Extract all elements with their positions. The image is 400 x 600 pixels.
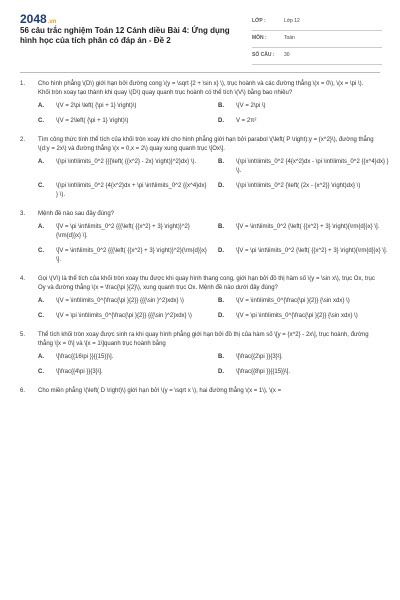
meta-value: Toán [284, 35, 295, 41]
meta-value: 30 [284, 52, 290, 58]
question-number: 5. [20, 332, 26, 338]
option-letter: A. [38, 103, 44, 109]
option-text: \[\frac{{4\pi }}{3}\]. [56, 369, 103, 375]
option-b[interactable] [218, 102, 390, 111]
option-text: \[V = \pi \int\limits_0^2 {\left( {{x^2} + 3} \right){\rm{d}}x} \]. [236, 248, 388, 254]
question-text: Tìm công thức tính thể tích của khối tròn xoay khi cho hình phẳng giới hạn bởi parabol \(\left( P \right):y = {x^2}\), đường thẳng \(d:y = 2x\) và đường thẳng \(x = 0,x = 2\) quay xung quanh trục \[Ox\]. [38, 137, 374, 152]
option-text: \(V = \pi \int\limits_0^{\frac{\pi }{2}} {\sin xdx} \) [236, 313, 358, 319]
option-d[interactable] [218, 247, 390, 265]
option-c[interactable] [38, 117, 210, 126]
logo-suffix: .vn [47, 19, 57, 25]
option-b[interactable] [218, 353, 390, 362]
meta-label: LỚP : [252, 18, 266, 24]
question-6 [20, 387, 380, 396]
question-text: Thể tích khối tròn xoay được sinh ra khi quay hình phẳng giới hạn bởi đồ thị của hàm số \[y = {x^2} - 2x\], trục hoành, đường thẳng \[x = 0\] và \[x = 1\]quanh trục hoành bằng [38, 332, 369, 347]
option-letter: B. [218, 298, 224, 304]
option-text: \(\pi \int\limits_0^2 {{{\left( {{x^2} - 2x} \right)}^2}dx} \). [56, 159, 197, 165]
option-letter: A. [38, 354, 44, 360]
option-d[interactable] [218, 312, 390, 321]
option-a[interactable] [38, 158, 210, 176]
meta-panel [252, 16, 382, 67]
option-letter: C. [38, 248, 44, 254]
option-letter: A. [38, 224, 44, 230]
question-1 [20, 80, 380, 126]
question-number: 3. [20, 211, 26, 217]
meta-value: Lớp 12 [284, 18, 300, 24]
option-text: \(V = \int\limits_0^{\frac{\pi }{2}} {{{\sin }^2}xdx} \) [56, 298, 184, 304]
question-text: Mệnh đề nào sau đây đúng? [38, 211, 115, 217]
options [38, 223, 388, 265]
option-d[interactable] [218, 368, 390, 377]
meta-row-count [252, 50, 382, 65]
option-c[interactable] [38, 247, 210, 265]
logo-main: 2048 [20, 12, 47, 26]
question-number: 4. [20, 276, 26, 282]
option-letter: C. [38, 183, 44, 189]
option-letter: D. [218, 118, 224, 124]
question-number: 1. [20, 81, 26, 87]
option-letter: A. [38, 298, 44, 304]
option-b[interactable] [218, 223, 390, 241]
option-letter: D. [218, 248, 224, 254]
question-text: Cho hình phẳng \(D\) giới hạn bởi đường cong \(y = \sqrt {2 + \sin x} \), trục hoành và các đường thẳng \(x = 0\), \(x = \pi \). Khối tròn xoay tạo thành khi quay \(D\) quay quanh trục hoành có thể tích \(V\) bằng bao nhiêu? [38, 81, 364, 96]
question-text: Cho miền phẳng \(\left( D \right)\) giới hạn bởi \(y = \sqrt x \), hai đường thẳng \(x = 1\), \(x = [38, 388, 282, 394]
option-b[interactable] [218, 297, 390, 306]
option-d[interactable] [218, 182, 390, 200]
option-text: \[\frac{{2\pi }}{3}\]. [236, 354, 283, 360]
option-text: \(\pi \int\limits_0^2 {\left( {2x - {x^2}} \right)dx} \) [236, 183, 361, 189]
option-a[interactable] [38, 353, 210, 362]
option-text: \(V = 2\pi \left( {\pi + 1} \right)\) [56, 103, 137, 109]
question-3 [20, 210, 388, 265]
option-letter: B. [218, 224, 224, 230]
option-c[interactable] [38, 312, 210, 321]
question-number: 2. [20, 137, 26, 143]
option-a[interactable] [38, 102, 210, 111]
option-letter: B. [218, 159, 224, 165]
options [38, 102, 380, 126]
options [38, 353, 380, 377]
option-b[interactable] [218, 158, 390, 176]
option-text: \[V = \int\limits_0^2 {{{\left( {{x^2} + 3} \right)}^2}{\rm{d}}x} \]. [56, 248, 207, 263]
option-letter: C. [38, 118, 44, 124]
option-letter: D. [218, 183, 224, 189]
option-letter: D. [218, 313, 224, 319]
option-c[interactable] [38, 182, 210, 200]
option-text: V = 2π² [236, 118, 257, 124]
question-5 [20, 331, 380, 377]
header-divider [20, 72, 380, 73]
question-list [0, 80, 400, 406]
option-text: \[V = \int\limits_0^2 {\left( {{x^2} + 3} \right){\rm{d}}x} \]. [236, 224, 380, 230]
option-letter: C. [38, 313, 44, 319]
question-number: 6. [20, 388, 26, 394]
option-text: \(V = \int\limits_0^{\frac{\pi }{2}} {\sin xdx} \) [236, 298, 350, 304]
options [38, 297, 380, 321]
option-text: \(V = 2\pi \) [236, 103, 266, 109]
option-a[interactable] [38, 223, 210, 241]
question-text: Gọi \(V\) là thể tích của khối tròn xoay thu được khi quay hình thang cong, giới hạn bởi đồ thị hàm số \(y = \sin x\), trục Ox, trục Oy và đường thẳng \(x = \frac{\pi }{2}\), xung quanh trục Ox. Mệnh đề nào dưới đây đúng? [38, 276, 375, 291]
option-a[interactable] [38, 297, 210, 306]
question-4 [20, 275, 380, 321]
page-title: 56 câu trắc nghiệm Toán 12 Cánh diều Bài 4: Ứng dụng hình học của tích phân có đáp án - Đề 2 [20, 26, 230, 45]
option-text: \[\frac{{16\pi }}{{15}}\]. [56, 354, 114, 360]
option-text: \(\pi \int\limits_0^2 {4{x^2}dx + \pi \int\limits_0^2 {{x^4}dx} } \). [56, 183, 207, 198]
header [0, 0, 400, 62]
option-c[interactable] [38, 368, 210, 377]
option-text: \(V = 2\left( {\pi + 1} \right)\) [56, 118, 129, 124]
option-text: \[\frac{{8\pi }}{{15}}\]. [236, 369, 291, 375]
options [38, 158, 389, 200]
question-2 [20, 136, 389, 200]
option-text: \(V = \pi \int\limits_0^{\frac{\pi }{2}} {{{\sin }^2}xdx} \) [56, 313, 192, 319]
option-text: \[V = \pi \int\limits_0^2 {{{\left( {{x^2} + 3} \right)}^2}{\rm{d}}x} \]. [56, 224, 190, 239]
option-letter: A. [38, 159, 44, 165]
meta-label: SỐ CÂU : [252, 52, 275, 58]
option-d[interactable] [218, 117, 390, 126]
option-text: \(\pi \int\limits_0^2 {4{x^2}dx - \pi \int\limits_0^2 {{x^4}dx} } \). [236, 159, 389, 174]
meta-row-class [252, 16, 382, 31]
option-letter: B. [218, 354, 224, 360]
meta-label: MÔN : [252, 35, 267, 41]
meta-row-subject [252, 33, 382, 48]
option-letter: D. [218, 369, 224, 375]
site-logo[interactable] [20, 12, 56, 26]
option-letter: B. [218, 103, 224, 109]
option-letter: C. [38, 369, 44, 375]
